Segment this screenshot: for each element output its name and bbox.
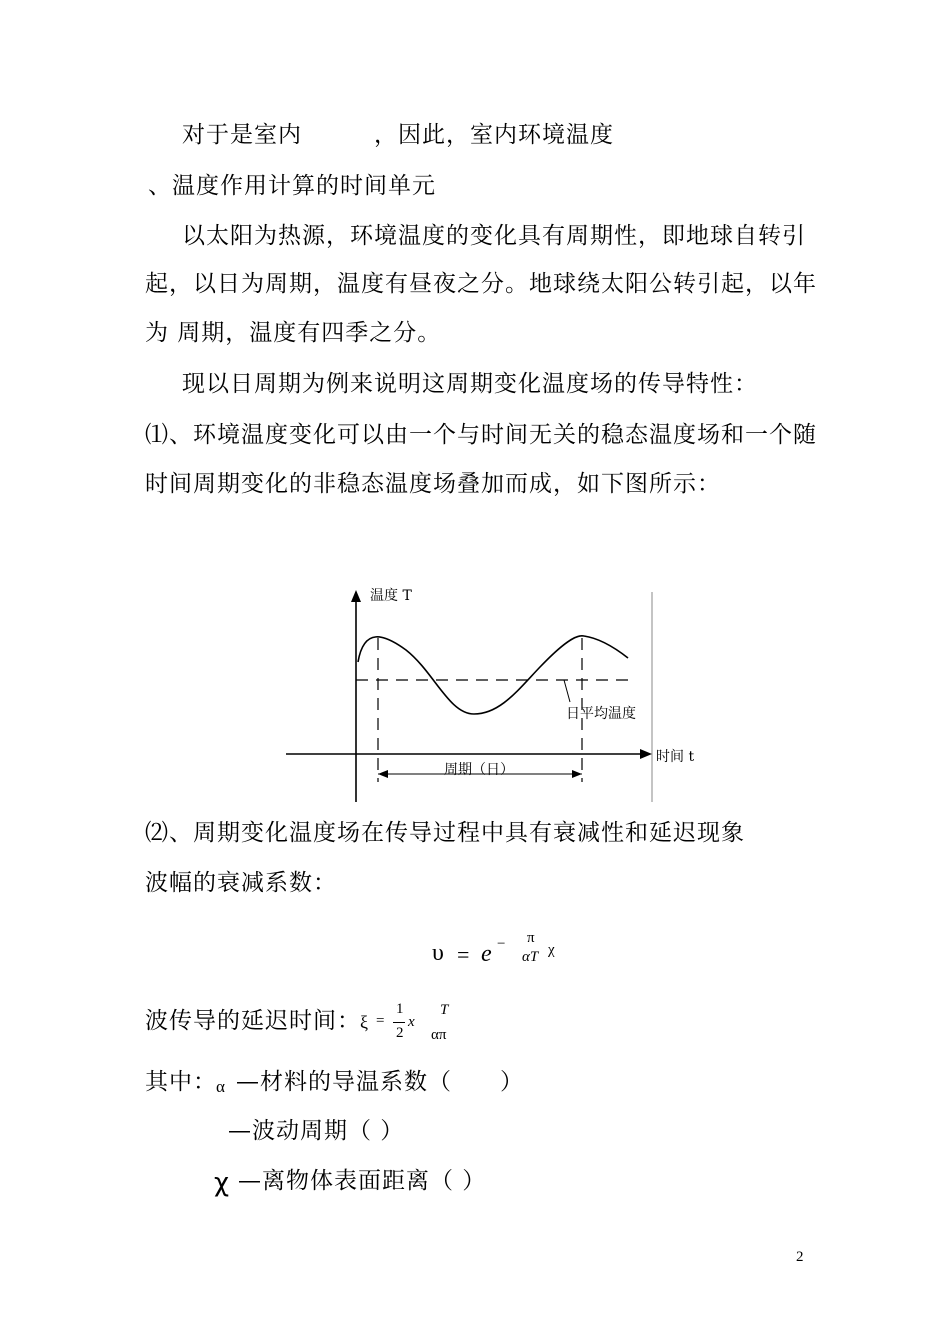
chi-symbol: χ	[214, 1168, 230, 1198]
paragraph-line: 为 周期，温度有四季之分。	[145, 320, 442, 346]
mean-label-leader	[564, 680, 570, 702]
delay-T: T	[440, 1002, 449, 1018]
x-axis-arrow	[640, 749, 652, 759]
paragraph-intro: 现以日周期为例来说明这周期变化温度场的传导特性：	[182, 371, 758, 397]
period-arrow-left	[378, 770, 388, 778]
item-1-line: 时间周期变化的非稳态温度场叠加而成，如下图所示：	[145, 471, 721, 497]
item-2-line: ⑵、周期变化温度场在传导过程中具有衰减性和延迟现象	[145, 820, 745, 846]
period-description: —波动周期（ ）	[228, 1118, 405, 1144]
x-axis-label: 时间 t	[656, 749, 695, 765]
delay-label: 波传导的延迟时间：	[145, 1008, 361, 1034]
alpha-symbol: α	[216, 1077, 225, 1096]
page-number: 2	[796, 1249, 804, 1265]
formula-exp-variable: χ	[548, 942, 555, 958]
paragraph-line: 以太阳为热源，环境温度的变化具有周期性，即地球自转引	[182, 223, 806, 249]
period-arrow-right	[572, 770, 582, 778]
y-axis-arrow	[351, 590, 361, 602]
y-axis-label: 温度 T	[370, 588, 412, 604]
where-prefix: 其中：	[145, 1069, 217, 1095]
alpha-description: —材料的导温系数（ ）	[236, 1069, 524, 1095]
formula-exp-numerator: π	[527, 930, 535, 946]
delay-x: x	[408, 1014, 415, 1030]
paragraph-line: 起，以日为周期，温度有昼夜之分。地球绕太阳公转引起，以年	[145, 271, 817, 297]
period-label: 周期（日）	[444, 762, 514, 778]
formula-exp-denominator: αT	[522, 949, 539, 965]
temperature-figure	[284, 582, 704, 804]
paragraph-indoor: 对于是室内 ，因此，室内环境温度	[182, 122, 614, 148]
delay-equals: =	[376, 1013, 385, 1029]
section-heading: 、温度作用计算的时间单元	[148, 173, 436, 199]
mean-temperature-label: 日平均温度	[566, 706, 636, 722]
formula-base: e	[481, 941, 492, 967]
delay-xi: ξ	[360, 1012, 369, 1032]
formula-minus: −	[497, 936, 506, 952]
delay-denominator: απ	[431, 1027, 447, 1043]
formula-lhs: υ	[432, 940, 444, 966]
item-2-line: 波幅的衰减系数：	[145, 870, 337, 896]
delay-frac-numerator: 1	[396, 1001, 404, 1017]
chi-description: —离物体表面距离（ ）	[238, 1168, 487, 1194]
delay-fraction-bar	[393, 1022, 405, 1023]
item-1-line: ⑴、环境温度变化可以由一个与时间无关的稳态温度场和一个随	[145, 422, 817, 448]
delay-frac-denominator: 2	[396, 1025, 404, 1041]
temperature-curve	[358, 636, 628, 714]
formula-equals: =	[457, 942, 470, 967]
